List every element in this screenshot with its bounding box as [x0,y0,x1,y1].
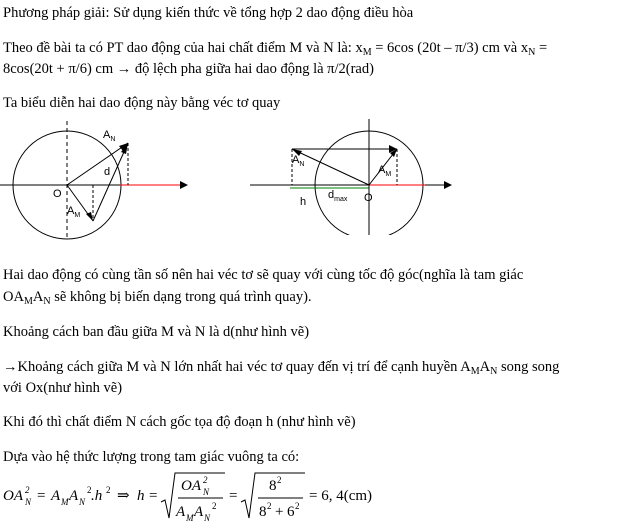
formula-eq2: = [149,488,158,504]
formula-am: A [51,488,61,504]
frac1-num-sub: N [203,487,210,497]
frac2-num: 8 [269,478,277,494]
left-label-am: $A_M$ [67,205,81,219]
formula-eq1: = [37,488,46,504]
left-phasor-diagram [0,115,200,240]
method-heading: Phương pháp giải: Sử dụng kiến thức về tổng hợp 2 dao động điều hòa [3,5,414,21]
left-label-an: $A_N$ [103,129,116,143]
frac1-den-am-sub: M [186,513,194,523]
a-text: A [32,289,44,305]
left-label-d: d [104,166,111,178]
formula-result: = 6, 4(cm) [309,488,373,504]
right-label-h: h [300,196,307,208]
right-label-dmax: $d_{max}$ [328,189,348,203]
frac2-den-6: 6 [287,504,295,520]
right-label-o: O [364,192,373,204]
right-label-an: $A_N$ [292,154,305,168]
frac2-num-sup: 2 [277,475,282,485]
formula-lhs-sup: 2 [25,485,30,495]
problem-text-2: = 6cos (20t – π/3) cm và x [371,40,529,56]
oa-text: OA [3,289,24,305]
max-distance-line-2: với Ox(như hình vẽ) [3,380,123,396]
formula-an-sup: 2 [87,485,92,495]
max-distance-text: →Khoảng cách giữa M và N lớn nhất hai véc tơ quay đến vị trí để cạnh huyền A [3,359,471,375]
left-axis-arrow-icon [180,181,188,189]
rotating-vectors-intro: Ta biểu diễn hai dao động này bằng véc tơ quay [3,95,281,111]
same-frequency-rest: sẽ không bị biến dạng trong quá trình quay). [50,289,312,305]
frac1-num: OA [181,478,201,494]
subscript-m: M [470,366,480,377]
height-statement: Khi đó thì chất điểm N cách gốc tọa độ đoạn h (như hình vẽ) [3,414,356,430]
same-frequency-line-1: Hai dao động có cùng tần số nên hai véc tơ sẽ quay với cùng tốc độ góc(nghĩa là tam giác [3,267,524,283]
frac1-den-an: A [194,504,204,520]
subscript-m: M [23,296,33,307]
left-label-o: O [53,188,62,200]
formula-an: A [69,488,79,504]
frac1-den-sup: 2 [212,501,217,511]
right-phasor-diagram [240,115,460,235]
frac2-den-8: 8 [259,504,267,520]
formula-h: h [137,488,145,504]
formula-lhs-sub: N [25,497,32,507]
frac2-den-6-sup: 2 [295,501,300,511]
formula [3,470,633,526]
max-distance-text-2: song song [497,359,560,375]
max-distance-line-1 [3,359,559,376]
initial-distance: Khoảng cách ban đầu giữa M và N là d(như hình vẽ) [3,324,310,340]
subscript-m: M [362,47,372,58]
frac1-den-an-sub: N [204,513,211,523]
subscript-n: N [528,47,536,58]
formula-an-sub: N [79,497,86,507]
subscript-n: N [43,296,51,307]
formula-h-dot: .h [91,488,103,504]
subscript-n: N [490,366,498,377]
formula-am-sub: M [61,497,69,507]
right-triangle-intro: Dựa vào hệ thức lượng trong tam giác vuông ta có: [3,449,300,465]
frac2-den-8-sup: 2 [267,501,272,511]
formula-h-sup: 2 [106,485,111,495]
formula-eq3: = [229,488,238,504]
a-text: A [479,359,491,375]
formula-implies: ⇒ [117,488,130,504]
same-frequency-line-2 [3,289,312,306]
problem-text-1: Theo đề bài ta có PT dao động của hai chất điểm M và N là: x [3,40,363,56]
problem-line-2: 8cos(20t + π/6) cm → độ lệch pha giữa hai dao động là π/2(rad) [3,61,374,77]
problem-text-3: = [535,40,548,56]
frac1-den-am: A [176,504,186,520]
formula-lhs: OA [3,488,23,504]
frac1-num-sup: 2 [203,475,208,485]
problem-line-1 [3,40,547,57]
right-axis-arrow-icon [444,181,452,189]
frac2-den-plus: + [275,504,284,520]
right-label-am: $A_M$ [378,164,392,178]
